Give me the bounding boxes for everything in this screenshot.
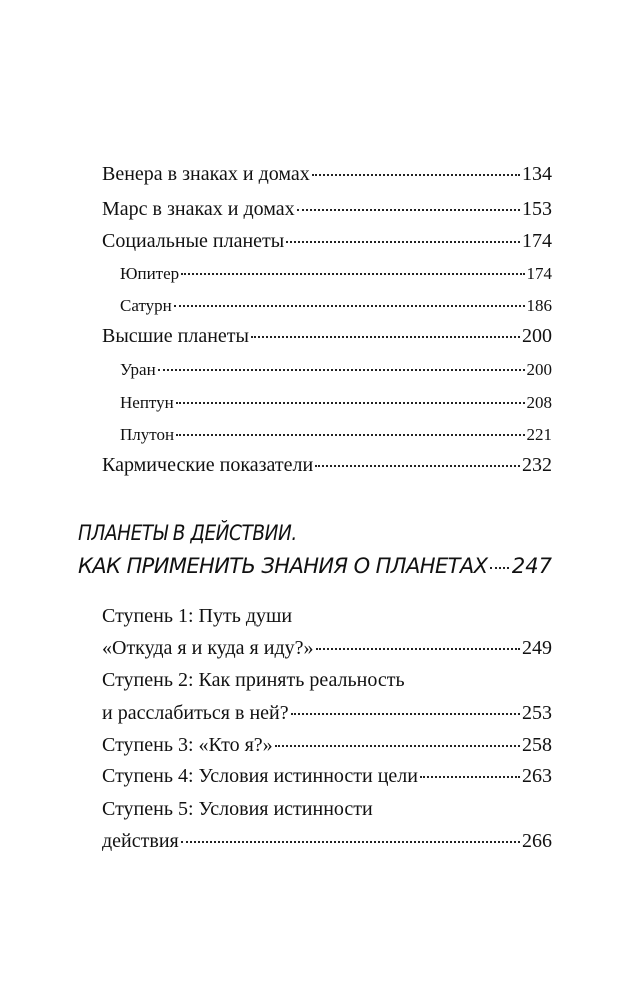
toc-entry-label: действия <box>102 830 179 852</box>
toc-page-number: 186 <box>526 296 552 315</box>
toc-entry-label: Ступень 3: «Кто я?» <box>102 734 273 756</box>
toc-page-number: 232 <box>522 454 552 476</box>
dot-leader <box>158 369 525 371</box>
toc-page-number: 208 <box>526 393 552 412</box>
toc-entry-label: Нептун <box>120 393 174 412</box>
toc-entry-pluto <box>120 423 552 447</box>
toc-entry-label: Социальные планеты <box>102 230 285 252</box>
toc-entry-uranus <box>120 358 552 382</box>
dot-leader <box>275 745 520 747</box>
toc-entry-higher-planets <box>102 324 552 348</box>
toc-entry-label: «Откуда я и куда я иду?» <box>102 637 314 659</box>
toc-entry-karmic-indicators <box>102 453 552 477</box>
dot-leader <box>490 567 509 569</box>
dot-leader <box>174 305 525 307</box>
toc-entry-label: Высшие планеты <box>102 325 249 347</box>
dot-leader <box>181 273 524 275</box>
toc-page-number: 200 <box>526 360 552 379</box>
toc-entry-venus <box>102 162 552 186</box>
dot-leader <box>315 465 520 467</box>
toc-page-number: 174 <box>526 264 552 283</box>
section-page-number: 247 <box>511 554 552 578</box>
dot-leader <box>291 713 520 715</box>
toc-entry-label: Плутон <box>120 425 175 444</box>
toc-page-number: 266 <box>522 830 552 852</box>
toc-page-number: 253 <box>522 702 552 724</box>
dot-leader <box>286 241 520 243</box>
toc-step5-line1: Ступень 5: Условия истинности <box>102 798 373 820</box>
section-title-line2: КАК ПРИМЕНИТЬ ЗНАНИЯ О ПЛАНЕТАХ <box>78 554 488 578</box>
toc-entry-saturn <box>120 294 552 318</box>
toc-entry-label: Венера в знаках и домах <box>102 163 310 185</box>
toc-step2-line1: Ступень 2: Как принять реальность <box>102 669 405 691</box>
toc-entry-mars <box>102 197 552 221</box>
dot-leader <box>176 402 525 404</box>
toc-entry-jupiter <box>120 262 552 286</box>
toc-page-number: 200 <box>522 325 552 347</box>
toc-entry-step3 <box>102 733 552 757</box>
dot-leader <box>176 434 524 436</box>
toc-entry-label: и расслабиться в ней? <box>102 702 289 724</box>
toc-entry-label: Кармические показатели <box>102 454 314 476</box>
toc-entry-step1 <box>102 636 552 660</box>
toc-entry-social-planets <box>102 229 552 253</box>
section-title-line1: ПЛАНЕТЫ В ДЕЙСТВИИ. <box>78 521 297 545</box>
dot-leader <box>312 174 520 176</box>
toc-entry-label: Сатурн <box>120 296 172 315</box>
toc-page-number: 249 <box>522 637 552 659</box>
dot-leader <box>181 841 520 843</box>
dot-leader <box>316 648 521 650</box>
toc-entry-step5 <box>102 829 552 853</box>
toc-entry-label: Марс в знаках и домах <box>102 198 295 220</box>
toc-entry-label: Ступень 4: Условия истинности цели <box>102 765 418 787</box>
toc-step1-line1: Ступень 1: Путь души <box>102 605 293 627</box>
dot-leader <box>297 209 520 211</box>
toc-page-number: 134 <box>522 163 552 185</box>
toc-entry-neptune <box>120 391 552 415</box>
toc-page-number: 153 <box>522 198 552 220</box>
section-title-row <box>78 553 552 579</box>
dot-leader <box>420 776 520 778</box>
toc-entry-label: Юпитер <box>120 264 180 283</box>
toc-page-number: 174 <box>522 230 552 252</box>
toc-entry-step2 <box>102 701 552 725</box>
toc-entry-step4 <box>102 764 552 788</box>
toc-page-number: 221 <box>526 425 552 444</box>
toc-page-number: 263 <box>522 765 552 787</box>
toc-entry-label: Уран <box>120 360 156 379</box>
toc-page-number: 258 <box>522 734 552 756</box>
dot-leader <box>251 336 520 338</box>
